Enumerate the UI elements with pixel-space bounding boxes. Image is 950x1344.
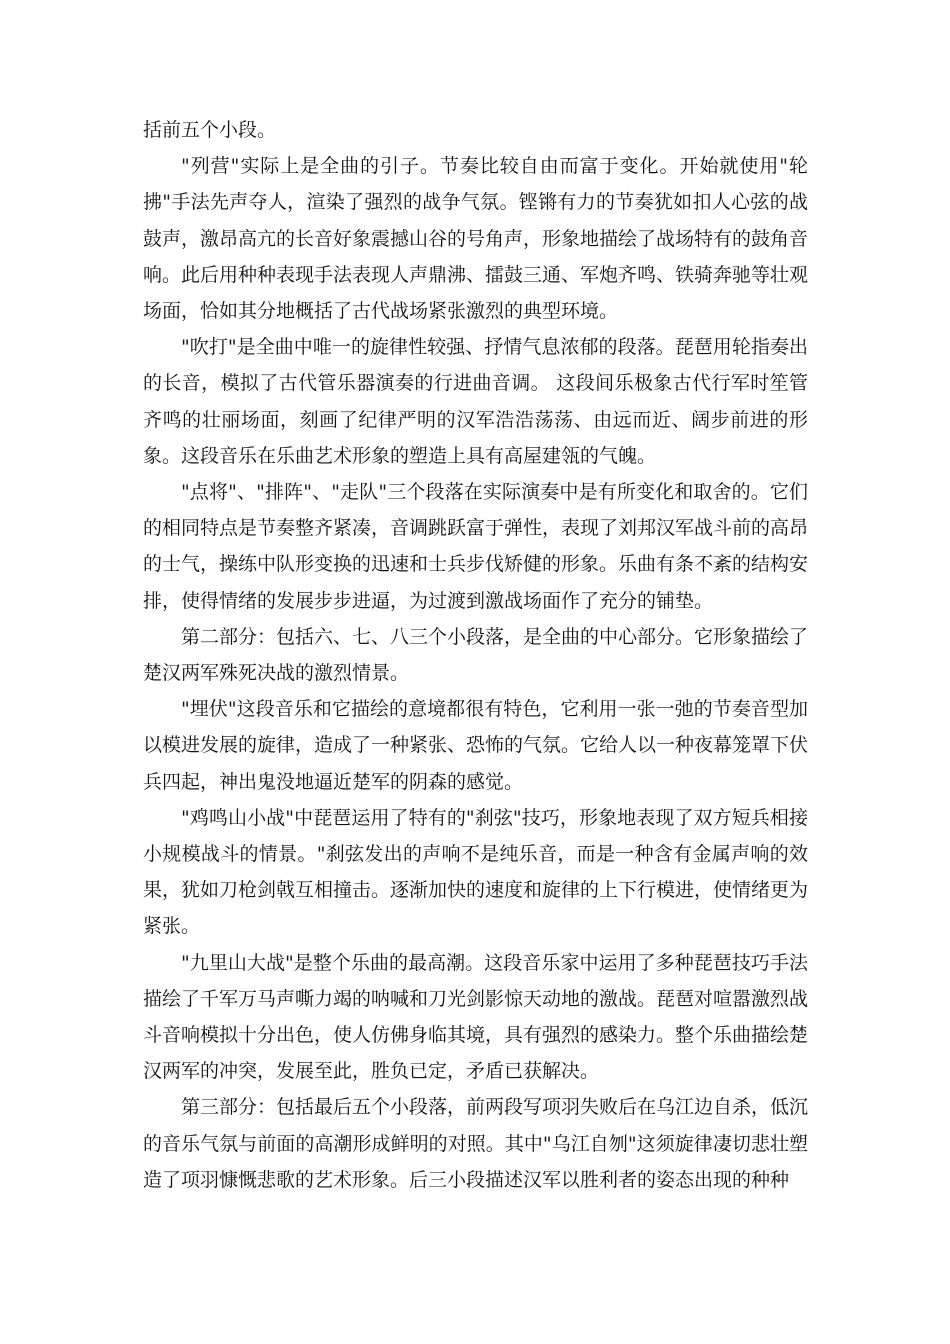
paragraph-dianjiang: "点将"、"排阵"、"走队"三个段落在实际演奏中是有所变化和取舍的。它们的相同特点是节奏整齐紧凑，音调跳跃富于弹性，表现了刘邦汉军战斗前的高昂的士气，操练中队形变换的迅速和士兵步伐矫健的形象。乐曲有条不紊的结构安排，使得情绪的发展步步进逼，为过渡到激战场面作了充分的铺垫。 — [143, 481, 809, 612]
paragraph-continuation: 括前五个小段。 — [143, 119, 277, 141]
paragraph-jimingshan: "鸡鸣山小战"中琵琶运用了特有的"刹弦"技巧，形象地表现了双方短兵相接小规模战斗的情景。"刹弦发出的声响不是纯乐音，而是一种含有金属声响的效果，犹如刀枪剑戟互相撞击。逐渐加快的速度和旋律的上下行模进，使情绪更为紧张。 — [143, 806, 809, 938]
paragraph-part-two: 第二部分：包括六、七、八三个小段落，是全曲的中心部分。它形象描绘了楚汉两军殊死决战的激烈情景。 — [143, 625, 809, 685]
document-body — [143, 112, 808, 1198]
paragraph-part-three: 第三部分：包括最后五个小段落，前两段写项羽失败后在乌江边自杀，低沉的音乐气氛与前面的高潮形成鲜明的对照。其中"乌江自刎"这须旋律凄切悲壮塑造了项羽慷慨悲歌的艺术形象。后三小段描述汉军以胜利者的姿态出现的种种 — [143, 1096, 809, 1191]
paragraph-lieying: "列营"实际上是全曲的引子。节奏比较自由而富于变化。开始就使用"轮拂"手法先声夺人，渲染了强烈的战争气氛。铿锵有力的节奏犹如扣人心弦的战鼓声，激昂高亢的长音好象震撼山谷的号角声，形象地描绘了战场特有的鼓角音响。此后用种种表现手法表现人声鼎沸、擂鼓三通、军炮齐鸣、铁骑奔驰等壮观场面，恰如其分地概括了古代战场紧张激烈的典型环境。 — [143, 155, 809, 323]
paragraph-jiulishan: "九里山大战"是整个乐曲的最高潮。这段音乐家中运用了多种琵琶技巧手法描绘了千军万马声嘶力竭的呐喊和刀光剑影惊天动地的激战。琵琶对喧嚣激烈战斗音响模拟十分出色，使人仿佛身临其境，具有强烈的感染力。整个乐曲描绘楚汉两军的冲突，发展至此，胜负已定，矛盾已获解决。 — [143, 951, 809, 1083]
paragraph-maifu: "埋伏"这段音乐和它描绘的意境都很有特色，它利用一张一弛的节奏音型加以模进发展的旋律，造成了一种紧张、恐怖的气氛。它给人以一种夜幕笼罩下伏兵四起，神出鬼没地逼近楚军的阴森的感觉。 — [143, 698, 809, 793]
paragraph-chuida: "吹打"是全曲中唯一的旋律性较强、抒情气息浓郁的段落。琵琶用轮指奏出的长音，模拟了古代管乐器演奏的行进曲音调。 这段间乐极象古代行军时笙管齐鸣的壮丽场面，刻画了纪律严明的汉军浩浩荡荡、由远而近、阔步前进的形象。这段音乐在乐曲艺术形象的塑造上具有高屋建瓴的气魄。 — [143, 336, 808, 467]
